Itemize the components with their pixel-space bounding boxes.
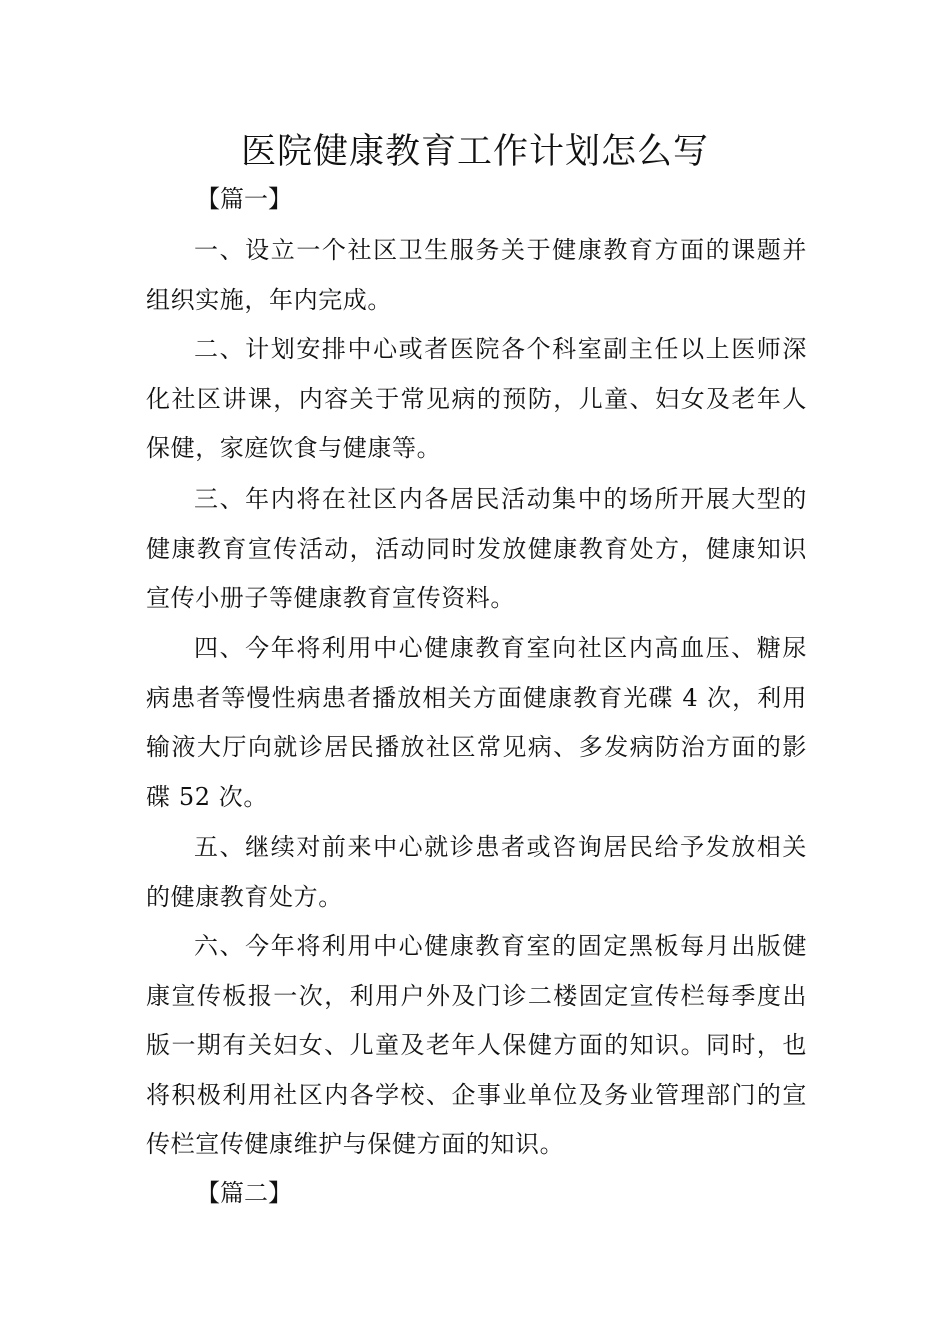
section-heading-1: 【篇一】 [196, 185, 292, 213]
document-title: 医院健康教育工作计划怎么写 [240, 132, 709, 172]
paragraph-4: 四、今年将利用中心健康教育室向社区内高血压、糖尿病患者等慢性病患者播放相关方面健康教育光碟 4 次，利用输液大厅向就诊居民播放社区常见病、多发病防治方面的影碟 52 次。 [146, 634, 807, 811]
paragraph-1: 一、设立一个社区卫生服务关于健康教育方面的课题并组织实施，年内完成。 [146, 236, 807, 314]
paragraph-6: 六、今年将利用中心健康教育室的固定黑板每月出版健康宣传板报一次，利用户外及门诊二楼固定宣传栏每季度出版一期有关妇女、儿童及老年人保健方面的知识。同时，也将积极利用社区内各学校、企事业单位及务业管理部门的宣传栏宣传健康维护与保健方面的知识。 [146, 932, 807, 1158]
paragraph-2: 二、计划安排中心或者医院各个科室副主任以上医师深化社区讲课，内容关于常见病的预防，儿童、妇女及老年人保健，家庭饮食与健康等。 [146, 335, 807, 462]
paragraph-3: 三、年内将在社区内各居民活动集中的场所开展大型的健康教育宣传活动，活动同时发放健康教育处方，健康知识宣传小册子等健康教育宣传资料。 [146, 485, 807, 612]
paragraph-5: 五、继续对前来中心就诊患者或咨询居民给予发放相关的健康教育处方。 [146, 833, 807, 911]
section-heading-2: 【篇二】 [196, 1179, 292, 1207]
